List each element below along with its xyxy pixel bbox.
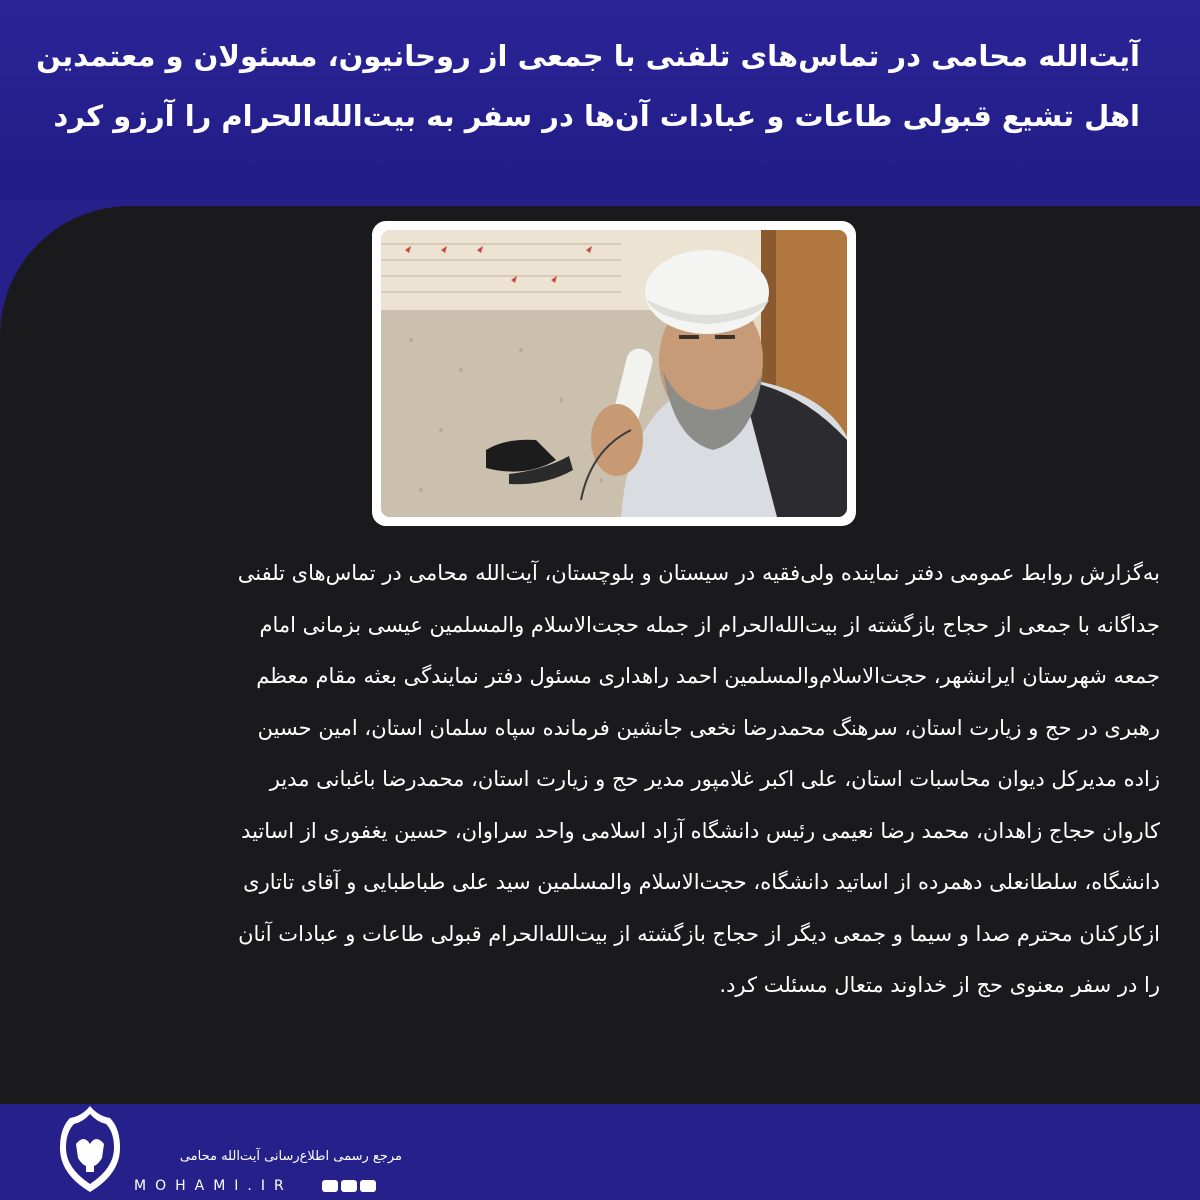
photo-frame bbox=[372, 221, 856, 526]
body-line: زاده مدیرکل دیوان محاسبات استان، علی اکبر غلامپور مدیر حج و زیارت استان، محمدرضا باغبانی مدیر bbox=[269, 767, 1160, 791]
body-line: را در سفر معنوی حج از خداوند متعال مسئلت کرد. bbox=[719, 973, 1160, 997]
headline-line-2: اهل تشیع قبولی طاعات و عبادات آن‌ها در سفر به بیت‌الله‌الحرام را آرزو کرد bbox=[53, 99, 1140, 133]
body-line: دانشگاه، سلطانعلی دهمرده از اساتید دانشگاه، حجت‌الاسلام والمسلمین سید علی طباطبایی و آقای تاتاری bbox=[243, 870, 1160, 894]
instagram-icon[interactable] bbox=[341, 1180, 357, 1192]
site-url[interactable]: MOHAMI.IR bbox=[134, 1178, 293, 1194]
news-photo bbox=[381, 230, 847, 517]
footer-tagline: مرجع رسمی اطلاع‌رسانی آیت‌الله محامی bbox=[179, 1149, 402, 1164]
headline-line-1: آیت‌الله محامی در تماس‌های تلفنی با جمعی از روحانیون، مسئولان و معتمدین bbox=[36, 39, 1140, 73]
mohami-logo-icon bbox=[58, 1104, 122, 1196]
social-links bbox=[322, 1180, 398, 1194]
body-line: جداگانه با جمعی از حجاج بازگشته از بیت‌الله‌الحرام از جمله حجت‌الاسلام والمسلمین عیسی بزمانی امام bbox=[259, 612, 1160, 637]
eitaa-icon[interactable] bbox=[360, 1180, 376, 1192]
article-body bbox=[40, 548, 1160, 1012]
body-line: رهبری در حج و زیارت استان، سرهنگ محمدرضا نخعی جانشین فرمانده سپاه سلمان استان، امین حسین bbox=[257, 715, 1160, 740]
body-line: کاروان حجاج زاهدان، محمد رضا نعیمی رئیس دانشگاه آزاد اسلامی واحد سراوان، حسین یغفوری از اساتید bbox=[241, 818, 1160, 843]
cleric-on-phone-illustration bbox=[381, 230, 847, 517]
body-line: ازکارکنان محترم صدا و سیما و جمعی دیگر از حجاج بازگشته از بیت‌الله‌الحرام قبولی طاعات و عبادات آنان bbox=[238, 921, 1160, 946]
body-line: به‌گزارش روابط عمومی دفتر نماینده ولی‌فقیه در سیستان و بلوچستان، آیت‌الله محامی در تماس‌های تلفنی bbox=[237, 561, 1160, 585]
body-line: جمعه شهرستان ایرانشهر، حجت‌الاسلام‌والمسلمین احمد راهداری مسئول دفتر نمایندگی بعثه مقام معظم bbox=[256, 664, 1160, 688]
headline bbox=[36, 26, 1140, 146]
aparat-icon[interactable] bbox=[322, 1180, 338, 1192]
